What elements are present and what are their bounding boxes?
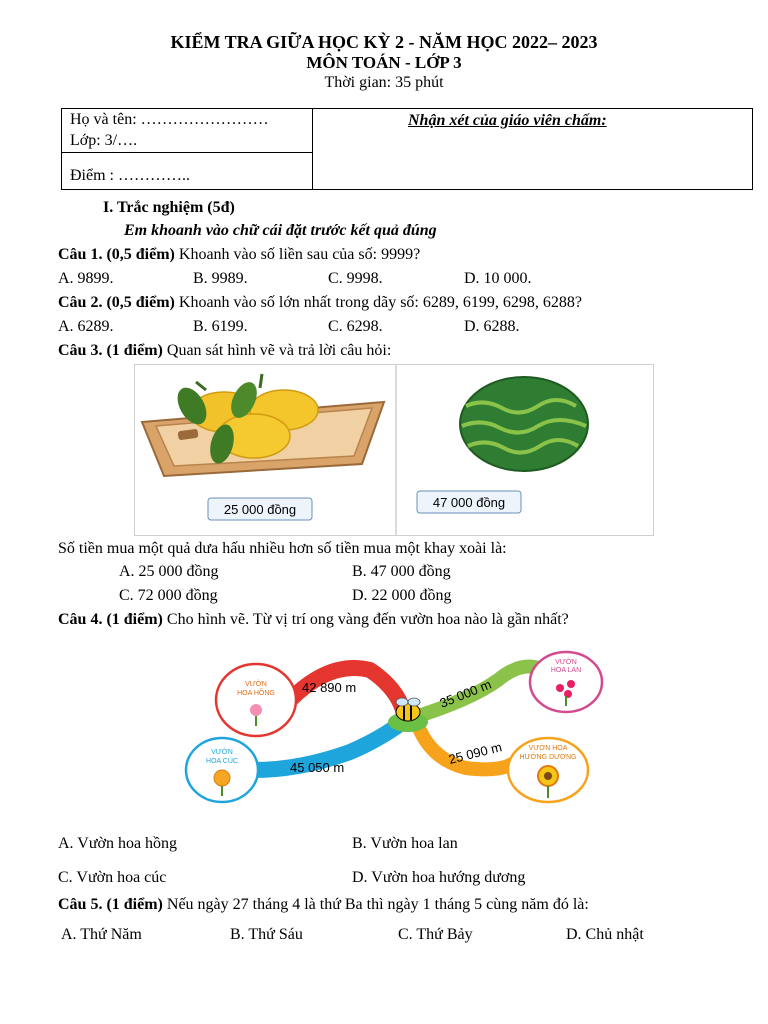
q2-option-d[interactable]: D. 6288. (464, 318, 520, 335)
question-1 (58, 246, 420, 264)
section-instruction: Em khoanh vào chữ cái đặt trước kết quả đúng (124, 222, 437, 239)
q1-option-a[interactable]: A. 9899. (58, 270, 114, 287)
fruit-price-figure (134, 364, 654, 536)
question-5 (58, 896, 589, 914)
q4-option-d[interactable]: D. Vườn hoa hướng dương (352, 869, 526, 886)
question-4 (58, 611, 569, 629)
daisy-garden-label-2: HOA CÚC (206, 758, 238, 765)
question-3-label: Câu 3. (1 điểm) (58, 342, 163, 359)
exam-title: KIỂM TRA GIỮA HỌC KỲ 2 - NĂM HỌC 2022– 2023 (170, 32, 598, 52)
q4-option-a[interactable]: A. Vườn hoa hồng (58, 835, 178, 852)
bee-garden-map (180, 640, 610, 810)
bee-icon (396, 698, 420, 721)
question-2-label: Câu 2. (0,5 điểm) (58, 294, 175, 311)
mango-price-label: 25 000 đồng (223, 502, 297, 517)
sunflower-garden-label-1: VƯỜN HOA (528, 745, 568, 752)
q5-option-b[interactable]: B. Thứ Sáu (230, 926, 303, 943)
question-1-text: Khoanh vào số liền sau của số: 9999? (174, 246, 421, 263)
orchid-flower-icon (556, 684, 564, 692)
student-class-field: Lớp: 3/…. (70, 132, 138, 149)
q2-option-b[interactable]: B. 6199. (193, 318, 248, 335)
info-box-divider (312, 108, 313, 190)
q1-option-d[interactable]: D. 10 000. (464, 270, 532, 287)
q1-option-b[interactable]: B. 9989. (193, 270, 248, 287)
question-2-text: Khoanh vào số lớn nhất trong dãy số: 6289, 6199, 6298, 6288? (174, 294, 582, 311)
watermelon-price-label: 47 000 đồng (432, 495, 506, 510)
q5-option-c[interactable]: C. Thứ Bảy (398, 926, 473, 943)
section-heading: I. Trắc nghiệm (5đ) (103, 199, 235, 216)
question-5-label: Câu 5. (1 điểm) (58, 896, 163, 913)
q3-option-b[interactable]: B. 47 000 đồng (352, 563, 451, 580)
daisy-flower-icon (214, 770, 230, 786)
rose-garden-label-1: VƯỜN (245, 681, 267, 688)
q3-option-c[interactable]: C. 72 000 đồng (119, 587, 218, 604)
info-box-row-divider (61, 152, 313, 153)
sunflower-garden-label-2: HƯỚNG DƯƠNG (519, 754, 577, 761)
question-4-label: Câu 4. (1 điểm) (58, 611, 163, 628)
watermelon-illustration (460, 377, 588, 471)
question-2 (58, 294, 582, 312)
exam-subject: MÔN TOÁN - LỚP 3 (306, 53, 462, 72)
exam-time: Thời gian: 35 phút (324, 74, 444, 91)
student-name-field: Họ và tên: …………………… (70, 111, 269, 128)
distance-orchid: 35 000 m (437, 676, 494, 711)
q3-option-d[interactable]: D. 22 000 đồng (352, 587, 452, 604)
q5-option-d[interactable]: D. Chủ nhật (566, 926, 644, 943)
rose-flower-icon (250, 704, 262, 716)
score-field: Điểm : ………….. (70, 167, 190, 184)
q2-option-c[interactable]: C. 6298. (328, 318, 383, 335)
question-5-text: Nếu ngày 27 tháng 4 là thứ Ba thì ngày 1 tháng 5 cùng năm đó là: (162, 896, 589, 913)
q5-option-a[interactable]: A. Thứ Năm (61, 926, 142, 943)
question-3-text: Quan sát hình vẽ và trả lời câu hỏi: (162, 342, 392, 359)
distance-sunflower: 25 090 m (447, 739, 504, 767)
teacher-remark-label: Nhận xét của giáo viên chấm: (408, 112, 607, 129)
distance-daisy: 45 050 m (290, 760, 345, 775)
q3-option-a[interactable]: A. 25 000 đồng (119, 563, 219, 580)
question-1-label: Câu 1. (0,5 điểm) (58, 246, 175, 263)
orchid-garden-label-1: VƯỜN (555, 659, 577, 666)
daisy-garden-label-1: VƯỜN (211, 749, 233, 756)
q4-option-b[interactable]: B. Vườn hoa lan (352, 835, 458, 852)
question-3 (58, 342, 391, 360)
rose-garden-label-2: HOA HỒNG (237, 690, 275, 697)
question-4-text: Cho hình vẽ. Từ vị trí ong vàng đến vườn hoa nào là gần nhất? (162, 611, 569, 628)
q1-option-c[interactable]: C. 9998. (328, 270, 383, 287)
question-3-prompt: Số tiền mua một quả dưa hấu nhiều hơn số tiền mua một khay xoài là: (58, 540, 507, 557)
distance-rose: 42 890 m (302, 680, 357, 695)
orchid-garden-label-2: HOA LAN (550, 667, 582, 674)
q4-option-c[interactable]: C. Vườn hoa cúc (58, 869, 167, 886)
q2-option-a[interactable]: A. 6289. (58, 318, 114, 335)
